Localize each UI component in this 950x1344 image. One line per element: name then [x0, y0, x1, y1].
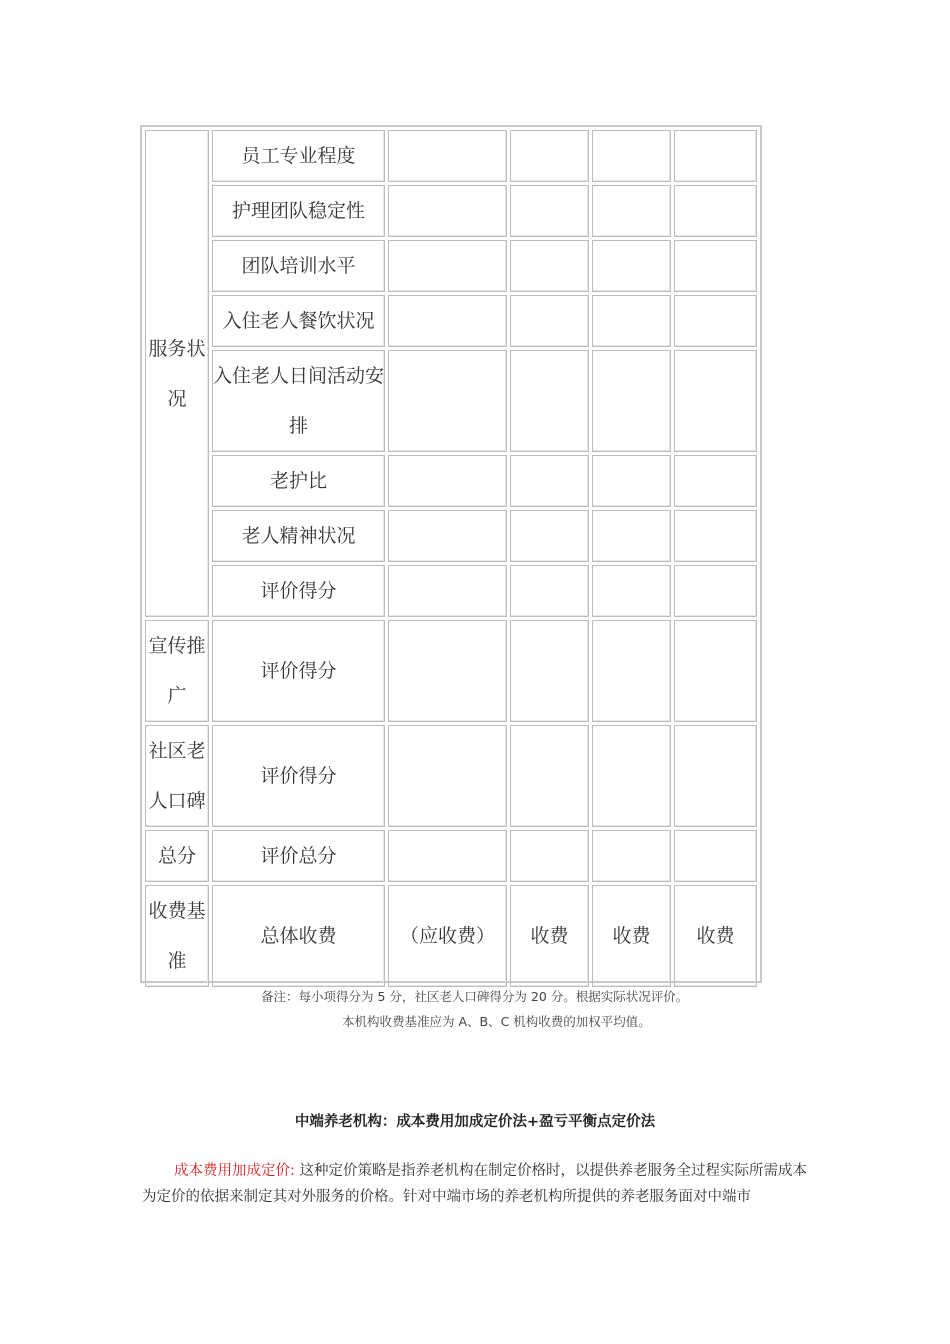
table-row: [145, 185, 757, 237]
value-cell: [674, 455, 757, 507]
value-cell: [674, 510, 757, 562]
body-paragraph: [142, 1158, 810, 1210]
value-cell: [674, 565, 757, 617]
value-cell: [510, 510, 589, 562]
item-cell: 评价得分: [212, 620, 385, 722]
value-cell: [674, 350, 757, 452]
category-cell: 收费基准: [145, 885, 209, 987]
table-row: [145, 295, 757, 347]
item-cell: 入住老人餐饮状况: [212, 295, 385, 347]
table-row: [145, 240, 757, 292]
evaluation-grid: [142, 127, 760, 990]
evaluation-table: [140, 125, 762, 983]
value-cell: [388, 620, 507, 722]
value-cell: 收费: [674, 885, 757, 987]
item-cell: 评价总分: [212, 830, 385, 882]
value-cell: [510, 295, 589, 347]
value-cell: [388, 130, 507, 182]
table-note-benchmark: 本机构收费基准应为 A、B、C 机构收费的加权平均值。: [342, 1014, 651, 1029]
table-row: [145, 885, 757, 987]
table-row: [145, 130, 757, 182]
value-cell: [592, 130, 671, 182]
value-cell: [388, 350, 507, 452]
value-cell: [510, 620, 589, 722]
value-cell: 收费: [592, 885, 671, 987]
category-cell: 宣传推广: [145, 620, 209, 722]
value-cell: （应收费）: [388, 885, 507, 987]
item-cell: 入住老人日间活动安排: [212, 350, 385, 452]
value-cell: [388, 455, 507, 507]
value-cell: [510, 830, 589, 882]
value-cell: [674, 830, 757, 882]
value-cell: [674, 240, 757, 292]
value-cell: [592, 185, 671, 237]
value-cell: [674, 295, 757, 347]
table-row: [145, 565, 757, 617]
value-cell: [674, 620, 757, 722]
value-cell: [388, 295, 507, 347]
value-cell: 收费: [510, 885, 589, 987]
item-cell: 评价得分: [212, 565, 385, 617]
value-cell: [674, 185, 757, 237]
item-cell: 评价得分: [212, 725, 385, 827]
value-cell: [592, 240, 671, 292]
value-cell: [592, 510, 671, 562]
table-row: [145, 350, 757, 452]
value-cell: [388, 185, 507, 237]
category-cell: 总分: [145, 830, 209, 882]
item-cell: 员工专业程度: [212, 130, 385, 182]
value-cell: [510, 725, 589, 827]
item-cell: 老人精神状况: [212, 510, 385, 562]
table-row: [145, 620, 757, 722]
value-cell: [510, 240, 589, 292]
section-heading: 中端养老机构：成本费用加成定价法+盈亏平衡点定价法: [294, 1114, 656, 1130]
table-note-score: 备注：每小项得分为 5 分，社区老人口碑得分为 20 分。根据实际状况评价。: [261, 989, 689, 1004]
item-cell: 护理团队稳定性: [212, 185, 385, 237]
value-cell: [388, 830, 507, 882]
value-cell: [592, 350, 671, 452]
value-cell: [592, 830, 671, 882]
value-cell: [388, 240, 507, 292]
term-label: 成本费用加成定价:: [174, 1163, 295, 1179]
value-cell: [510, 455, 589, 507]
value-cell: [388, 725, 507, 827]
value-cell: [592, 565, 671, 617]
value-cell: [674, 130, 757, 182]
value-cell: [592, 620, 671, 722]
value-cell: [510, 565, 589, 617]
table-row: [145, 830, 757, 882]
category-cell: 服务状况: [145, 130, 209, 617]
value-cell: [592, 455, 671, 507]
item-cell: 团队培训水平: [212, 240, 385, 292]
item-cell: 老护比: [212, 455, 385, 507]
value-cell: [510, 185, 589, 237]
category-cell: 社区老人口碑: [145, 725, 209, 827]
table-row: [145, 455, 757, 507]
value-cell: [592, 725, 671, 827]
table-row: [145, 725, 757, 827]
value-cell: [674, 725, 757, 827]
value-cell: [510, 130, 589, 182]
value-cell: [388, 510, 507, 562]
value-cell: [388, 565, 507, 617]
paragraph-text: 这种定价策略是指养老机构在制定价格时，以提供养老服务全过程实际所需成本为定价的依据来制定其对外服务的价格。针对中端市场的养老机构所提供的养老服务面对中端市: [142, 1163, 807, 1205]
item-cell: 总体收费: [212, 885, 385, 987]
table-row: [145, 510, 757, 562]
value-cell: [510, 350, 589, 452]
value-cell: [592, 295, 671, 347]
